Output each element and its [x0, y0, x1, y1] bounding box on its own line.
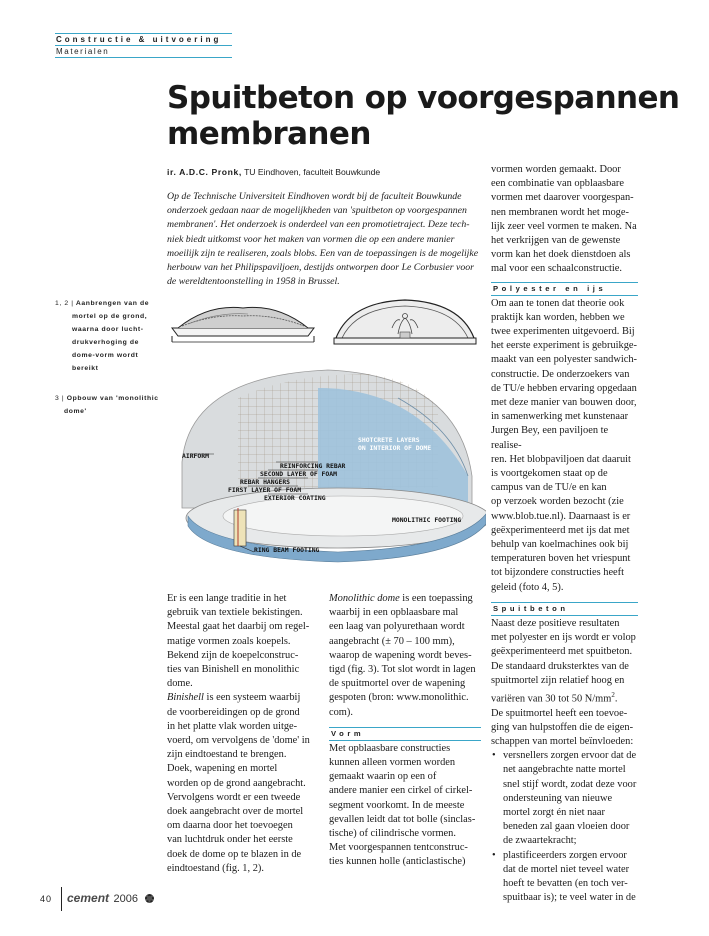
body-line: ging van hulpstoffen die de eigen-: [491, 721, 634, 733]
figure-3-caption: [55, 392, 165, 418]
body-line: vormen met daarover voorgespan-: [491, 192, 634, 204]
body-line: in samenwerking met kunstenaar: [491, 411, 629, 423]
article-title: [167, 80, 687, 152]
body-line: om daarna door het toevoegen: [167, 820, 293, 832]
body-line: vormen worden gemaakt. Door: [491, 164, 621, 175]
body-line: met deze manier van bouwen door,: [491, 397, 637, 409]
label-exterior-coating: EXTERIOR COATING: [264, 494, 326, 502]
label-airform: AIRFORM: [182, 452, 209, 460]
intro-line: membranen'. Het onderzoek is onderdeel van een promotietraject. Deze tech-: [167, 219, 470, 231]
body-line: De spuitmortel heeft een toevoe-: [491, 707, 628, 719]
caption-line: mortel op de grond,: [72, 313, 148, 320]
page-number: 40: [40, 894, 53, 904]
caption-line: waarna door lucht-: [72, 326, 144, 333]
label-rebar-hangers: REBAR HANGERS: [240, 478, 291, 486]
intro-line: herbouw van het Philipspaviljoen, destijds ontworpen door Le Corbusier voor: [167, 262, 474, 274]
body-line: gebruik van textiele bekistingen.: [167, 607, 303, 619]
body-line: spuitbaar is); te veel water in de: [503, 892, 636, 904]
body-line: van luchtdruk onder het eerste: [167, 834, 293, 846]
label-ring-beam: RING BEAM FOOTING: [254, 546, 320, 554]
body-line: de zwaartekracht;: [503, 835, 577, 847]
body-line: is voortgekomen staat op de: [491, 468, 608, 480]
body-line: com).: [329, 706, 353, 718]
monolithic-dome-term: Monolithic dome: [329, 593, 400, 604]
body-line: het eerste experiment is gebruikge-: [491, 340, 637, 352]
magazine-name: cement: [67, 891, 110, 905]
body-line: kunnen alleen vormen worden: [329, 757, 456, 769]
body-line: de voorbereidingen op de grond: [167, 706, 300, 718]
intro-line: moeilijk zijn te realiseren, zoals blobs. Een van de toepassingen is de mogelijke: [167, 247, 479, 259]
body-line: tigd (fig. 3). Tot slot wordt in lagen: [329, 664, 476, 676]
period: .: [614, 693, 618, 705]
admixture-list: [491, 749, 638, 905]
unit-superscript: 2: [611, 690, 615, 699]
caption-line: bereikt: [72, 365, 99, 372]
body-line: • plastificeerders zorgen ervoor: [503, 849, 627, 861]
label-second-foam: SECOND LAYER OF FOAM: [260, 470, 337, 478]
body-line: campus van de TU/e en kan: [491, 482, 607, 494]
list-item: [491, 849, 638, 906]
body-line: Bekend zijn de koepelconstruc-: [167, 649, 299, 661]
body-line: lijk zeer veel vormen te maken. Na: [491, 220, 637, 232]
body-line: gevallen leidt dat tot bolle (sinclas-: [329, 813, 476, 825]
body-line: mortel zorgt én niet naar: [503, 807, 605, 818]
caption-line: Opbouw van 'monolithic: [66, 395, 159, 402]
subsection-label: Materialen: [56, 47, 110, 56]
body-line: nen membranen wordt het moge-: [491, 206, 629, 218]
body-text: is een toepassing: [399, 593, 473, 604]
body-line: constructie. De onderzoekers van: [491, 368, 630, 380]
body-line: geleid (foto 4, 5).: [491, 581, 564, 593]
body-line: praktijk kan worden, hebben we: [491, 311, 625, 323]
body-line: net aangebrachte natte mortel: [503, 764, 626, 776]
column-2: [329, 592, 481, 870]
section-heading-polyester: Polyester en ijs: [491, 282, 638, 296]
body-line: twee experimenten uitgevoerd. Bij: [491, 326, 635, 338]
section-heading-vorm: Vorm: [329, 727, 481, 741]
body-line: eindtoestand (fig. 1, 2).: [167, 862, 264, 874]
body-line: beneden zal gaan vloeien door: [503, 821, 630, 833]
body-line: Meestal gaat het daarbij om regel-: [167, 621, 310, 633]
body-line: een laag van polyurethaan wordt: [329, 621, 465, 633]
body-line: Vervolgens wordt er een tweede: [167, 791, 301, 803]
author-name: ir. A.D.C. Pronk,: [167, 167, 242, 177]
body-line: de spuitmortel over de wapening: [329, 678, 466, 690]
body-line: doek aangebracht over de mortel: [167, 806, 304, 818]
body-line: een combinatie van opblaasbare: [491, 178, 624, 190]
body-line: andere manier een cirkel of cirkel-: [329, 785, 473, 797]
body-line: temperaturen boven het vriespunt: [491, 553, 631, 565]
figure-1-flat-sketch: [168, 296, 318, 344]
footer-rule: [61, 887, 62, 911]
label-first-foam: FIRST LAYER OF FOAM: [228, 486, 302, 494]
label-shotcrete-2: ON INTERIOR OF DOME: [358, 444, 432, 452]
body-line: ren. Het blobpaviljoen dat daaruit: [491, 453, 631, 465]
body-line: dome.: [167, 678, 193, 690]
binishell-term: Binishell: [167, 692, 204, 704]
magazine-logo-icon: [145, 894, 154, 903]
body-line: Jurgen Bey, een paviljoen te realise-: [491, 425, 609, 451]
body-line: doek de dome op te blazen in de: [167, 848, 302, 860]
body-line: mal voor een schaalconstructie.: [491, 263, 622, 275]
body-line: zijn eindtoestand te brengen.: [167, 749, 287, 761]
body-line: Met opblaasbare constructies: [329, 742, 451, 754]
label-reinforcing-rebar: REINFORCING REBAR: [280, 462, 346, 470]
column-1: [167, 592, 322, 876]
body-line: Doek, wapening en mortel: [167, 763, 278, 775]
body-line: voerd, om vervolgens de 'dome' in: [167, 735, 310, 747]
body-text: is een systeem waarbij: [203, 692, 301, 704]
figure-2-inflated-sketch: [330, 294, 480, 350]
title-line-2: membranen: [167, 116, 371, 152]
body-line: worden op de grond aangebracht.: [167, 777, 306, 789]
header-rule-top: [55, 33, 232, 34]
caption-line: dome-vorm wordt: [72, 352, 139, 359]
caption-number: 1, 2 |: [55, 300, 74, 307]
list-item: [491, 749, 638, 848]
body-line: tot bijzondere constructies heeft: [491, 567, 625, 579]
footer-magazine: [67, 889, 154, 907]
body-line: [329, 592, 481, 606]
body-line: maakt van een polyester sandwich-: [491, 354, 637, 366]
body-line: vorm kan het doek dienstdoen als: [491, 249, 631, 261]
intro-line: Op de Technische Universiteit Eindhoven wordt bij de faculteit Bouwkunde: [167, 191, 462, 202]
author-affiliation: TU Eindhoven, faculteit Bouwkunde: [244, 167, 381, 177]
body-line: behulp van koelmachines ook bij: [491, 539, 629, 551]
body-line: de TU/e hebben ervaring opgedaan: [491, 382, 637, 394]
caption-line: Aanbrengen van de: [75, 300, 150, 307]
body-line: [167, 691, 322, 705]
body-line: Naast deze positieve resultaten: [491, 617, 620, 629]
body-line: ties kunnen holle (anticlastische): [329, 856, 466, 868]
section-heading-spuitbeton: Spuitbeton: [491, 602, 638, 616]
intro-line: onderzoek gedaan naar de mogelijkheden van 'spuitbeton op voorgespannen: [167, 205, 467, 217]
body-line: ondersteuning van nieuwe: [503, 792, 613, 804]
body-line: aangebracht (± 70 – 100 mm),: [329, 635, 455, 647]
column-3: [491, 163, 638, 905]
body-line: Er is een lange traditie in het: [167, 593, 287, 604]
body-line: dat de mortel niet teveel water: [503, 863, 630, 875]
body-line: schappen van mortel beïnvloeden:: [491, 735, 634, 747]
body-line: geëxperimenteerd met spuitbeton.: [491, 646, 633, 658]
body-line: De standaard druksterktes van de: [491, 660, 629, 672]
caption-number: 3 |: [55, 395, 65, 402]
figure-1-2-caption: [55, 297, 160, 375]
figure-3-dome-diagram: [168, 358, 486, 570]
label-shotcrete-1: SHOTCRETE LAYERS: [358, 436, 420, 444]
body-line: geëxperimenteerd met ijs dat met: [491, 524, 630, 536]
body-line: Om aan te tonen dat theorie ook: [491, 297, 625, 309]
body-line: [491, 688, 638, 707]
body-line: spuitmortel zijn relatief hoog en: [491, 674, 625, 686]
body-line: snel stijf wordt, zodat deze voor: [503, 778, 637, 790]
body-line: waarbij in een opblaasbare mal: [329, 607, 459, 619]
body-line: Met voorgespannen tentconstruc-: [329, 842, 468, 854]
body-line: met polyester en ijs wordt er volop: [491, 632, 636, 644]
intro-line: de wereldtentoonstelling in 1958 in Brussel.: [167, 276, 340, 288]
caption-line: drukverhoging de: [72, 339, 140, 346]
body-line: tische) of cilindrische vormen.: [329, 828, 456, 840]
body-line: in het platte vlak worden uitge-: [167, 720, 298, 732]
strength-range: variëren van 30 tot 50 N/mm: [491, 693, 612, 705]
section-label: Constructie & uitvoering: [56, 35, 222, 44]
label-monolithic-footing: MONOLITHIC FOOTING: [392, 516, 462, 524]
body-line: het verkrijgen van de gewenste: [491, 235, 621, 247]
body-line: op verzoek worden bezocht (zie: [491, 496, 624, 508]
body-line: ties van Binishell en monolithic: [167, 664, 300, 676]
body-line: segment voorkomt. In de meeste: [329, 799, 465, 811]
body-line: matige vormen zoals koepels.: [167, 635, 291, 647]
intro-line: niek biedt uitkomst voor het maken van vormen die op een andere manier: [167, 233, 455, 245]
body-line: waarop de wapening wordt beves-: [329, 649, 472, 661]
body-line: gespoten (bron: www.monolithic.: [329, 692, 469, 704]
caption-line: dome': [64, 408, 87, 415]
body-line: www.blob.tue.nl). Daarnaast is er: [491, 510, 631, 522]
article-intro: [167, 190, 484, 289]
magazine-year: 2006: [113, 893, 138, 905]
title-line-1: Spuitbeton op voorgespannen: [167, 80, 680, 116]
header-rule-mid: [55, 45, 232, 46]
body-line: • versnellers zorgen ervoor dat de: [503, 750, 637, 762]
body-line: gemaakt waarin op een of: [329, 771, 437, 783]
body-line: hoeft te bevatten (en toch ver-: [503, 878, 628, 890]
byline: [167, 166, 487, 178]
header-rule-bottom: [55, 57, 232, 58]
